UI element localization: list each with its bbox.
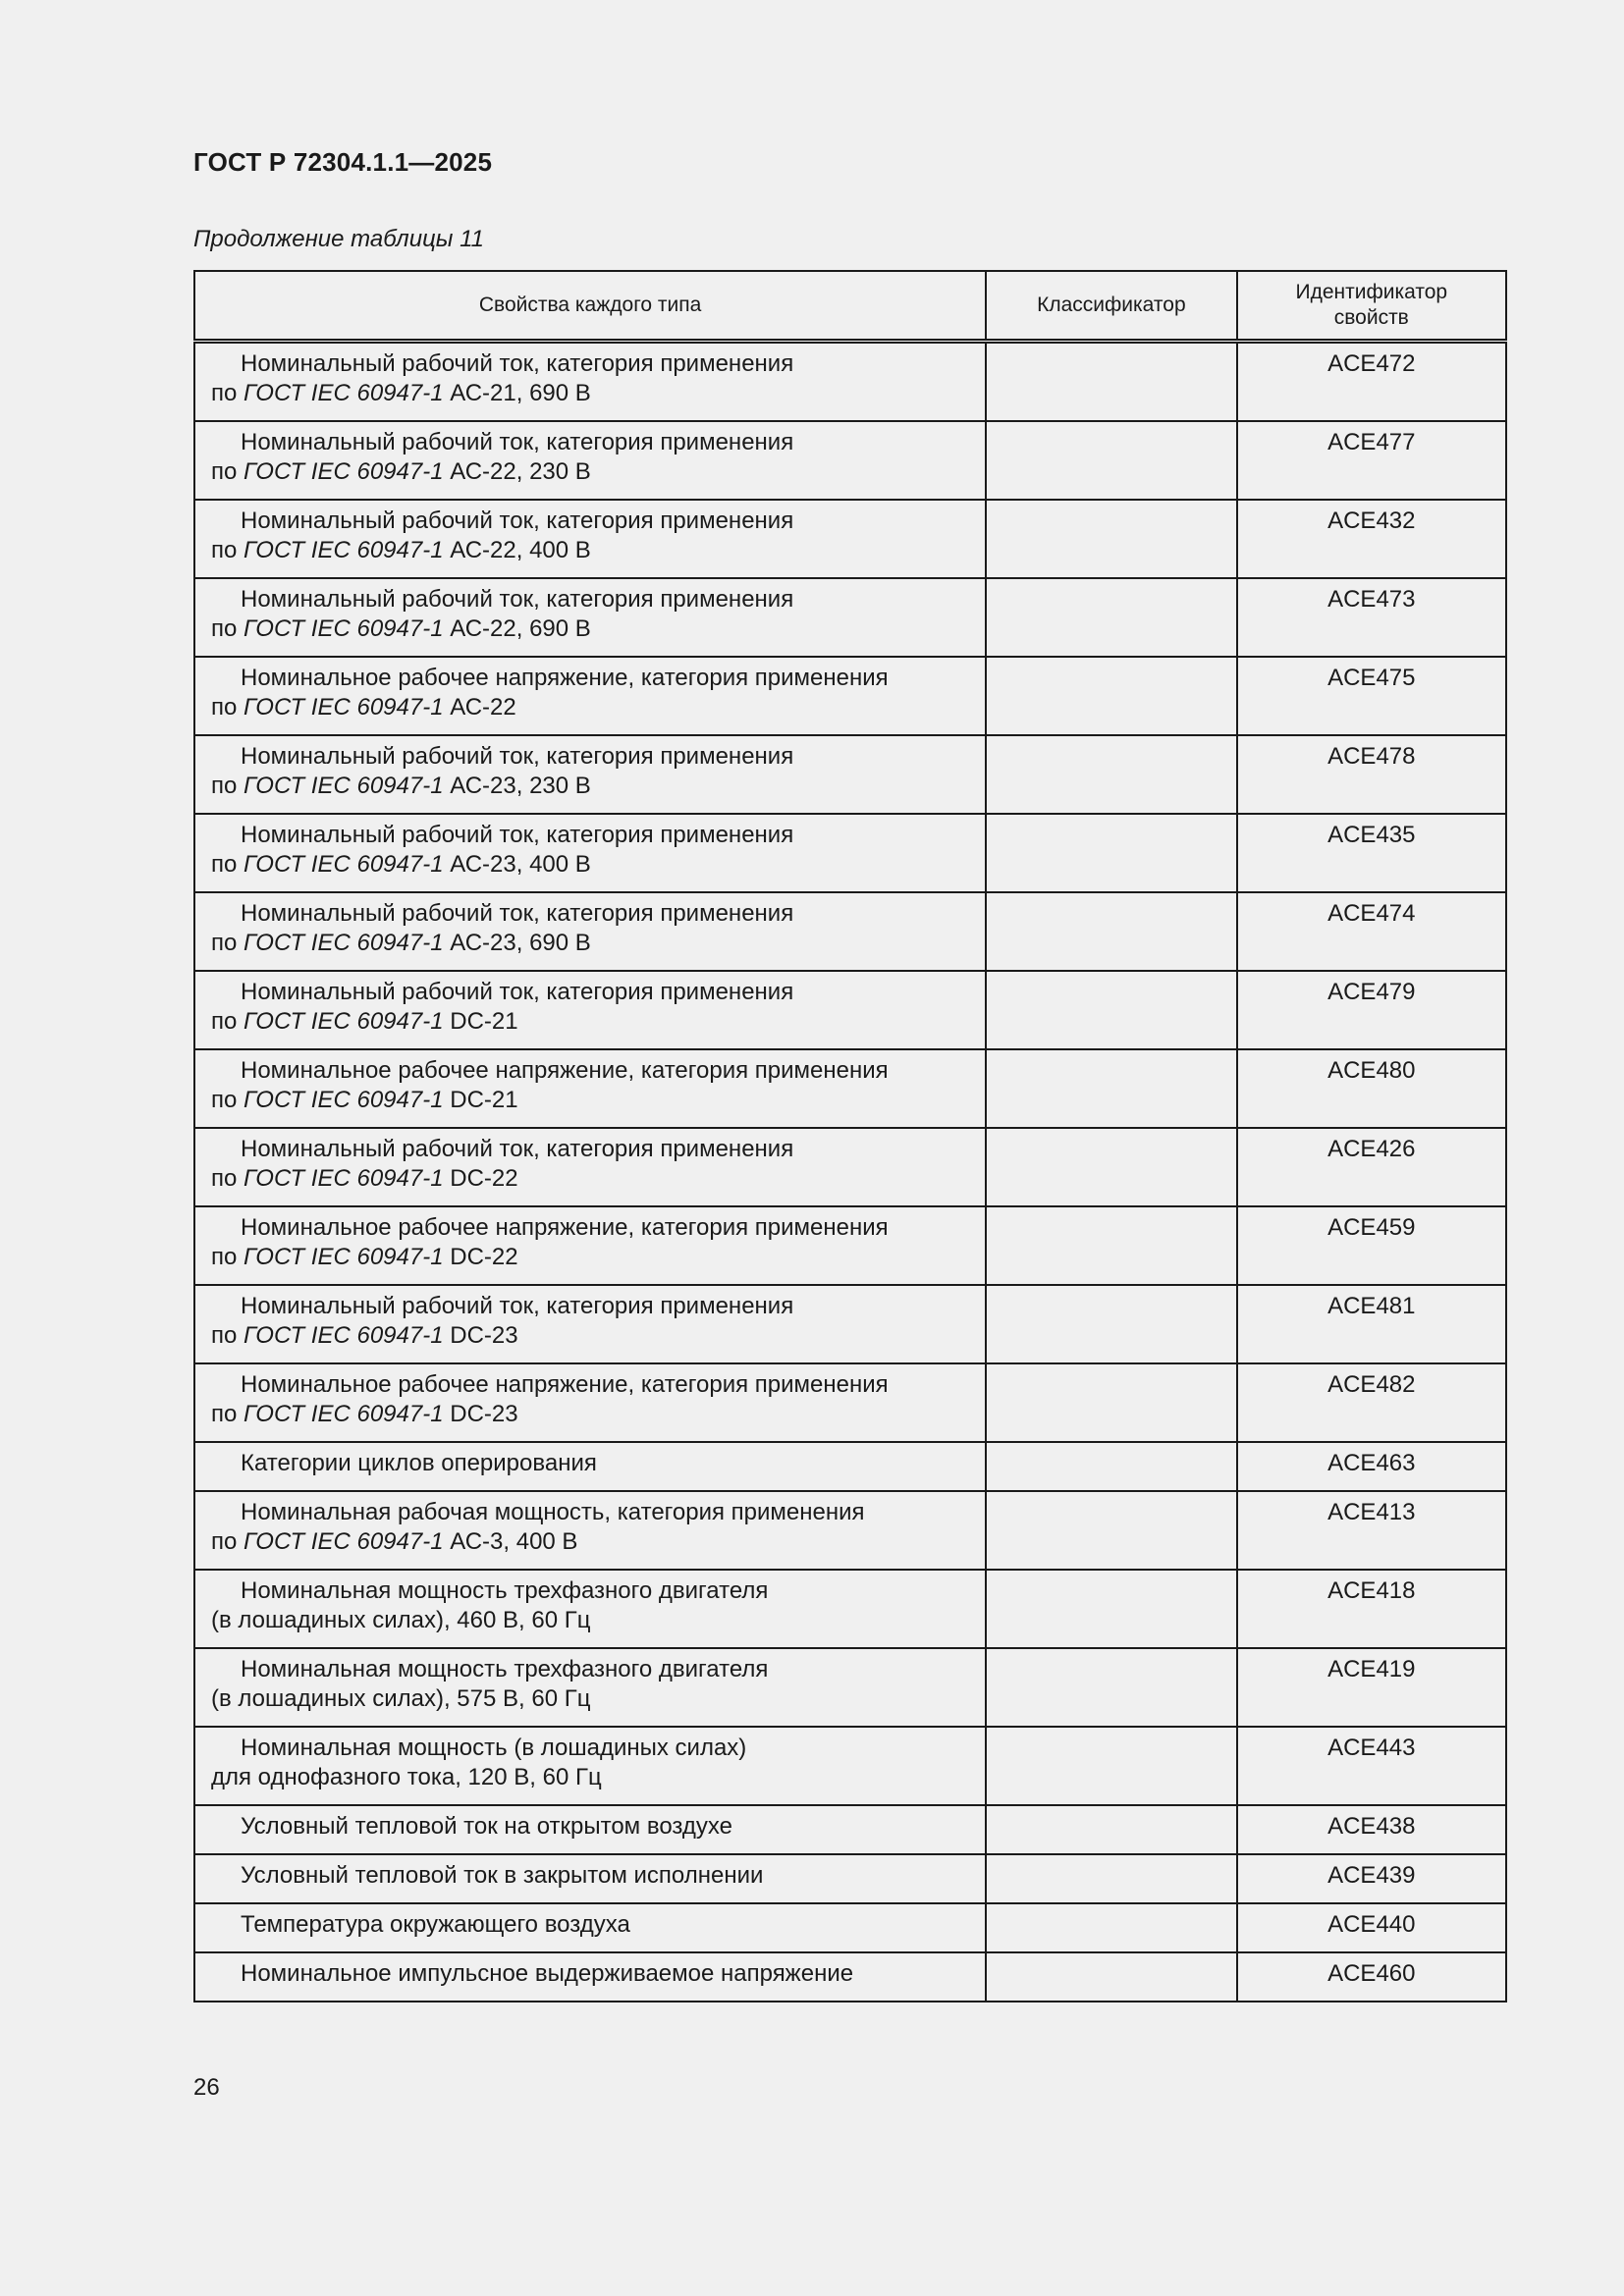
classifier-cell bbox=[986, 1648, 1236, 1727]
property-name: Номинальный рабочий ток, категория применения bbox=[241, 743, 794, 770]
property-suffix: АС-22 bbox=[443, 694, 516, 721]
table-row bbox=[194, 1285, 1506, 1363]
property-cell bbox=[194, 1285, 986, 1363]
property-suffix: АС-23, 230 В bbox=[443, 773, 591, 799]
property-name: Номинальное импульсное выдерживаемое напряжение bbox=[241, 1960, 854, 1987]
table-row bbox=[194, 735, 1506, 814]
property-prefix: по bbox=[211, 380, 244, 406]
property-name: Номинальный рабочий ток, категория применения bbox=[241, 350, 794, 377]
property-suffix: АС-21, 690 В bbox=[443, 380, 591, 406]
identifier-cell: ACE477 bbox=[1237, 421, 1506, 500]
standard-reference: ГОСТ IEC 60947-1 bbox=[244, 1401, 444, 1427]
property-prefix: по bbox=[211, 930, 244, 956]
property-suffix: DC-21 bbox=[443, 1008, 518, 1035]
property-suffix: АС-22, 230 В bbox=[443, 458, 591, 485]
classifier-cell bbox=[986, 1363, 1236, 1442]
identifier-cell: ACE479 bbox=[1237, 971, 1506, 1049]
table-row bbox=[194, 1570, 1506, 1648]
property-prefix: по bbox=[211, 1244, 244, 1270]
standard-reference: ГОСТ IEC 60947-1 bbox=[244, 1244, 444, 1270]
property-cell bbox=[194, 814, 986, 892]
classifier-cell bbox=[986, 342, 1236, 422]
table-row bbox=[194, 1727, 1506, 1805]
column-header-identifier-line1: Идентификатор bbox=[1295, 281, 1448, 303]
classifier-cell bbox=[986, 735, 1236, 814]
identifier-cell: ACE472 bbox=[1237, 342, 1506, 422]
property-cell bbox=[194, 1903, 986, 1952]
table-row bbox=[194, 342, 1506, 422]
property-prefix: (в лошадиных силах), 575 В, 60 Гц bbox=[211, 1685, 591, 1712]
table-row bbox=[194, 1952, 1506, 2002]
property-name: Температура окружающего воздуха bbox=[241, 1911, 630, 1938]
property-cell bbox=[194, 1952, 986, 2002]
property-suffix: АС-23, 690 В bbox=[443, 930, 591, 956]
property-name: Номинальное рабочее напряжение, категория применения bbox=[241, 1057, 889, 1084]
standard-reference: ГОСТ IEC 60947-1 bbox=[244, 380, 444, 406]
property-cell bbox=[194, 1442, 986, 1491]
property-prefix: по bbox=[211, 773, 244, 799]
property-prefix: по bbox=[211, 694, 244, 721]
properties-table bbox=[193, 270, 1507, 2002]
identifier-cell: ACE459 bbox=[1237, 1206, 1506, 1285]
classifier-cell bbox=[986, 1805, 1236, 1854]
classifier-cell bbox=[986, 1128, 1236, 1206]
page-number: 26 bbox=[193, 2074, 220, 2101]
identifier-cell: ACE480 bbox=[1237, 1049, 1506, 1128]
property-name: Категории циклов оперирования bbox=[241, 1450, 597, 1476]
table-row bbox=[194, 500, 1506, 578]
table-row bbox=[194, 657, 1506, 735]
identifier-cell: ACE475 bbox=[1237, 657, 1506, 735]
table-caption: Продолжение таблицы 11 bbox=[193, 226, 485, 252]
standard-reference: ГОСТ IEC 60947-1 bbox=[244, 851, 444, 878]
property-cell bbox=[194, 1727, 986, 1805]
property-suffix: DC-23 bbox=[443, 1401, 518, 1427]
identifier-cell: ACE418 bbox=[1237, 1570, 1506, 1648]
property-name: Условный тепловой ток на открытом воздухе bbox=[241, 1813, 732, 1840]
property-name: Номинальный рабочий ток, категория применения bbox=[241, 822, 794, 848]
classifier-cell bbox=[986, 657, 1236, 735]
property-cell bbox=[194, 1648, 986, 1727]
table-row bbox=[194, 1903, 1506, 1952]
standard-reference: ГОСТ IEC 60947-1 bbox=[244, 773, 444, 799]
property-prefix: (в лошадиных силах), 460 В, 60 Гц bbox=[211, 1607, 591, 1633]
property-cell bbox=[194, 1049, 986, 1128]
table-row bbox=[194, 421, 1506, 500]
table-row bbox=[194, 578, 1506, 657]
property-cell bbox=[194, 578, 986, 657]
property-cell bbox=[194, 1854, 986, 1903]
classifier-cell bbox=[986, 1570, 1236, 1648]
property-name: Номинальная рабочая мощность, категория применения bbox=[241, 1499, 865, 1525]
table-body bbox=[194, 342, 1506, 2002]
classifier-cell bbox=[986, 1049, 1236, 1128]
table-row bbox=[194, 1805, 1506, 1854]
standard-reference: ГОСТ IEC 60947-1 bbox=[244, 1087, 444, 1113]
standard-reference: ГОСТ IEC 60947-1 bbox=[244, 1322, 444, 1349]
identifier-cell: ACE463 bbox=[1237, 1442, 1506, 1491]
property-cell bbox=[194, 1491, 986, 1570]
property-cell bbox=[194, 1805, 986, 1854]
property-suffix: АС-22, 400 В bbox=[443, 537, 591, 563]
column-header-identifier bbox=[1237, 271, 1506, 342]
standard-reference: ГОСТ IEC 60947-1 bbox=[244, 694, 444, 721]
property-cell bbox=[194, 1363, 986, 1442]
column-header-properties: Свойства каждого типа bbox=[194, 271, 986, 342]
classifier-cell bbox=[986, 1206, 1236, 1285]
classifier-cell bbox=[986, 971, 1236, 1049]
standard-reference: ГОСТ IEC 60947-1 bbox=[244, 1165, 444, 1192]
property-suffix: DC-22 bbox=[443, 1244, 518, 1270]
property-cell bbox=[194, 1206, 986, 1285]
property-cell bbox=[194, 1570, 986, 1648]
property-prefix: по bbox=[211, 1528, 244, 1555]
property-cell bbox=[194, 735, 986, 814]
identifier-cell: ACE478 bbox=[1237, 735, 1506, 814]
standard-reference: ГОСТ IEC 60947-1 bbox=[244, 615, 444, 642]
property-name: Номинальный рабочий ток, категория применения bbox=[241, 507, 794, 534]
standard-reference: ГОСТ IEC 60947-1 bbox=[244, 458, 444, 485]
property-name: Номинальный рабочий ток, категория применения bbox=[241, 586, 794, 613]
property-name: Номинальный рабочий ток, категория применения bbox=[241, 1136, 794, 1162]
document-header: ГОСТ Р 72304.1.1—2025 bbox=[193, 147, 493, 177]
identifier-cell: ACE443 bbox=[1237, 1727, 1506, 1805]
identifier-cell: ACE474 bbox=[1237, 892, 1506, 971]
property-cell bbox=[194, 892, 986, 971]
identifier-cell: ACE435 bbox=[1237, 814, 1506, 892]
identifier-cell: ACE440 bbox=[1237, 1903, 1506, 1952]
classifier-cell bbox=[986, 1285, 1236, 1363]
property-prefix: по bbox=[211, 537, 244, 563]
table-row bbox=[194, 971, 1506, 1049]
standard-reference: ГОСТ IEC 60947-1 bbox=[244, 1528, 444, 1555]
property-prefix: по bbox=[211, 1087, 244, 1113]
property-prefix: по bbox=[211, 458, 244, 485]
property-suffix: АС-22, 690 В bbox=[443, 615, 591, 642]
property-name: Номинальный рабочий ток, категория применения bbox=[241, 979, 794, 1005]
table-row bbox=[194, 1491, 1506, 1570]
property-suffix: DC-21 bbox=[443, 1087, 518, 1113]
classifier-cell bbox=[986, 1442, 1236, 1491]
classifier-cell bbox=[986, 1854, 1236, 1903]
property-name: Номинальный рабочий ток, категория применения bbox=[241, 1293, 794, 1319]
identifier-cell: ACE419 bbox=[1237, 1648, 1506, 1727]
property-name: Номинальное рабочее напряжение, категория применения bbox=[241, 1371, 889, 1398]
property-cell bbox=[194, 342, 986, 422]
classifier-cell bbox=[986, 500, 1236, 578]
classifier-cell bbox=[986, 814, 1236, 892]
property-suffix: АС-3, 400 В bbox=[443, 1528, 578, 1555]
property-cell bbox=[194, 421, 986, 500]
table-row bbox=[194, 1128, 1506, 1206]
property-prefix: по bbox=[211, 1322, 244, 1349]
property-name: Номинальная мощность (в лошадиных силах) bbox=[241, 1735, 747, 1761]
identifier-cell: ACE438 bbox=[1237, 1805, 1506, 1854]
property-name: Номинальное рабочее напряжение, категория применения bbox=[241, 665, 889, 691]
property-suffix: DC-23 bbox=[443, 1322, 518, 1349]
property-name: Номинальный рабочий ток, категория применения bbox=[241, 429, 794, 455]
column-header-identifier-line2: свойств bbox=[1333, 306, 1409, 329]
table-row bbox=[194, 1442, 1506, 1491]
property-prefix: по bbox=[211, 1165, 244, 1192]
identifier-cell: ACE432 bbox=[1237, 500, 1506, 578]
classifier-cell bbox=[986, 421, 1236, 500]
classifier-cell bbox=[986, 1952, 1236, 2002]
identifier-cell: ACE426 bbox=[1237, 1128, 1506, 1206]
classifier-cell bbox=[986, 892, 1236, 971]
classifier-cell bbox=[986, 1491, 1236, 1570]
property-cell bbox=[194, 971, 986, 1049]
identifier-cell: ACE481 bbox=[1237, 1285, 1506, 1363]
identifier-cell: ACE482 bbox=[1237, 1363, 1506, 1442]
standard-reference: ГОСТ IEC 60947-1 bbox=[244, 537, 444, 563]
classifier-cell bbox=[986, 1727, 1236, 1805]
column-header-classifier: Классификатор bbox=[986, 271, 1236, 342]
property-name: Номинальный рабочий ток, категория применения bbox=[241, 900, 794, 927]
table-row bbox=[194, 814, 1506, 892]
property-prefix: для однофазного тока, 120 В, 60 Гц bbox=[211, 1764, 602, 1790]
property-name: Номинальное рабочее напряжение, категория применения bbox=[241, 1214, 889, 1241]
table-row bbox=[194, 1854, 1506, 1903]
property-suffix: АС-23, 400 В bbox=[443, 851, 591, 878]
property-prefix: по bbox=[211, 615, 244, 642]
property-name: Номинальная мощность трехфазного двигателя bbox=[241, 1656, 769, 1682]
identifier-cell: ACE439 bbox=[1237, 1854, 1506, 1903]
property-cell bbox=[194, 657, 986, 735]
standard-reference: ГОСТ IEC 60947-1 bbox=[244, 1008, 444, 1035]
table-row bbox=[194, 1648, 1506, 1727]
classifier-cell bbox=[986, 578, 1236, 657]
property-prefix: по bbox=[211, 1401, 244, 1427]
table-row bbox=[194, 1206, 1506, 1285]
table-row bbox=[194, 1049, 1506, 1128]
identifier-cell: ACE473 bbox=[1237, 578, 1506, 657]
identifier-cell: ACE413 bbox=[1237, 1491, 1506, 1570]
property-prefix: по bbox=[211, 1008, 244, 1035]
property-suffix: DC-22 bbox=[443, 1165, 518, 1192]
property-cell bbox=[194, 500, 986, 578]
table-row bbox=[194, 892, 1506, 971]
property-name: Условный тепловой ток в закрытом исполнении bbox=[241, 1862, 764, 1889]
identifier-cell: ACE460 bbox=[1237, 1952, 1506, 2002]
table-row bbox=[194, 1363, 1506, 1442]
property-cell bbox=[194, 1128, 986, 1206]
classifier-cell bbox=[986, 1903, 1236, 1952]
property-prefix: по bbox=[211, 851, 244, 878]
standard-reference: ГОСТ IEC 60947-1 bbox=[244, 930, 444, 956]
property-name: Номинальная мощность трехфазного двигателя bbox=[241, 1577, 769, 1604]
